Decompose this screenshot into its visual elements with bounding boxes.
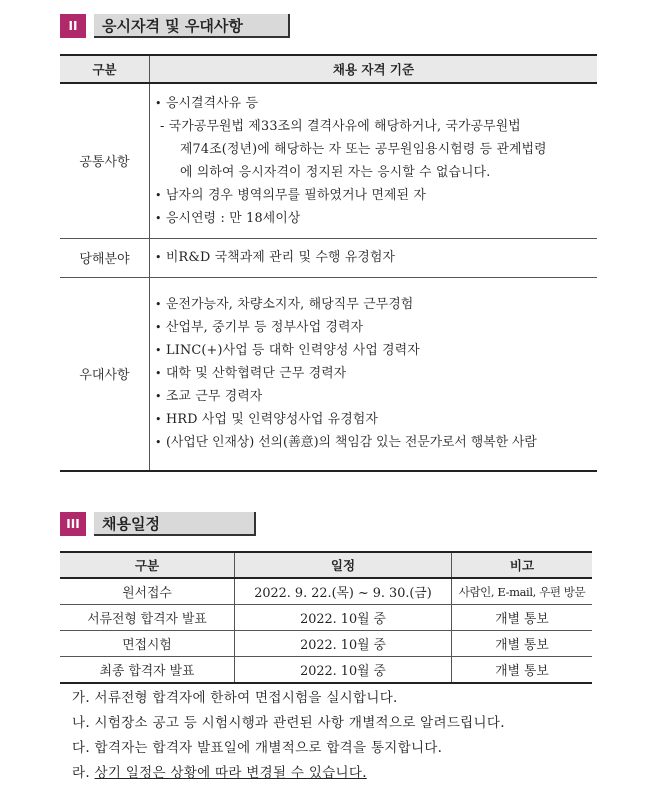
table-row <box>60 578 592 605</box>
criteria-line: • 비R&D 국책과제 관리 및 수행 유경험자 <box>154 246 593 269</box>
note-4 <box>72 761 505 786</box>
cell: 최종 합격자 발표 <box>60 657 235 684</box>
col-header-note: 비고 <box>452 552 593 578</box>
criteria-line: - 국가공무원법 제33조의 결격사유에 해당하거나, 국가공무원법 <box>160 118 521 134</box>
cell: 2022. 10월 중 <box>235 605 452 631</box>
section-title: 응시자격 및 우대사항 <box>94 14 290 38</box>
note-4-prefix: 라. <box>72 765 95 781</box>
note-4-underlined: 상기 일정은 상황에 따라 변경될 수 있습니다. <box>94 765 367 781</box>
preference-item: • (사업단 인재상) 선의(善意)의 책임감 있는 전문가로서 행복한 사람 <box>154 431 593 454</box>
note-3: 다. 합격자는 합격자 발표일에 개별적으로 합격을 통지합니다. <box>72 740 443 756</box>
cell: 2022. 10월 중 <box>235 631 452 657</box>
cell: 면접시험 <box>60 631 235 657</box>
cell: 2022. 9. 22.(목) ~ 9. 30.(금) <box>235 578 452 605</box>
cell: 개별 통보 <box>452 631 593 657</box>
criteria-line: • 응시결격사유 등 <box>154 92 593 115</box>
table-row <box>60 657 592 684</box>
row-label-preference: 우대사항 <box>60 277 150 471</box>
criteria-line: • 응시연령 : 만 18세이상 <box>154 207 593 230</box>
criteria-line: • 남자의 경우 병역의무를 필하였거나 면제된 자 <box>154 184 593 207</box>
preference-item: • 산업부, 중기부 등 정부사업 경력자 <box>154 316 593 339</box>
preference-item: • 대학 및 산학협력단 근무 경력자 <box>154 362 593 385</box>
col-header-category: 구분 <box>60 55 150 83</box>
cell: 개별 통보 <box>452 605 593 631</box>
schedule-notes <box>72 686 505 786</box>
row-label-common: 공통사항 <box>60 83 150 238</box>
table-row <box>60 605 592 631</box>
common-criteria <box>150 83 598 238</box>
preference-item: • 조교 근무 경력자 <box>154 385 593 408</box>
criteria-line: 제74조(정년)에 해당하는 자 또는 공무원임용시험령 등 관계법령 <box>180 141 547 157</box>
cell: 개별 통보 <box>452 657 593 684</box>
section-number: III <box>60 512 86 536</box>
col-header-category: 구분 <box>60 552 235 578</box>
section-title: 채용일정 <box>94 512 256 536</box>
table-row <box>60 631 592 657</box>
cell: 서류전형 합격자 발표 <box>60 605 235 631</box>
section-3-header <box>60 512 256 536</box>
cell: 원서접수 <box>60 578 235 605</box>
qualification-table <box>60 54 597 472</box>
note-1: 가. 서류전형 합격자에 한하여 면접시험을 실시합니다. <box>72 690 398 706</box>
row-label-field: 당해분야 <box>60 238 150 277</box>
section-number: II <box>60 14 86 38</box>
schedule-table <box>60 551 592 684</box>
preference-criteria <box>150 277 598 471</box>
section-2-header <box>60 14 290 38</box>
field-criteria <box>150 238 598 277</box>
col-header-criteria: 채용 자격 기준 <box>150 55 598 83</box>
preference-item: • HRD 사업 및 인력양성사업 유경험자 <box>154 408 593 431</box>
col-header-schedule: 일정 <box>235 552 452 578</box>
criteria-line: 에 의하여 응시자격이 정지된 자는 응시할 수 없습니다. <box>180 164 491 180</box>
cell: 2022. 10월 중 <box>235 657 452 684</box>
note-2: 나. 시험장소 공고 등 시험시행과 관련된 사항 개별적으로 알려드립니다. <box>72 715 505 731</box>
cell: 사람인, E-mail, 우편 방문 <box>452 578 593 605</box>
preference-item: • 운전가능자, 차량소지자, 해당직무 근무경험 <box>154 293 593 316</box>
preference-item: • LINC(+)사업 등 대학 인력양성 사업 경력자 <box>154 339 593 362</box>
